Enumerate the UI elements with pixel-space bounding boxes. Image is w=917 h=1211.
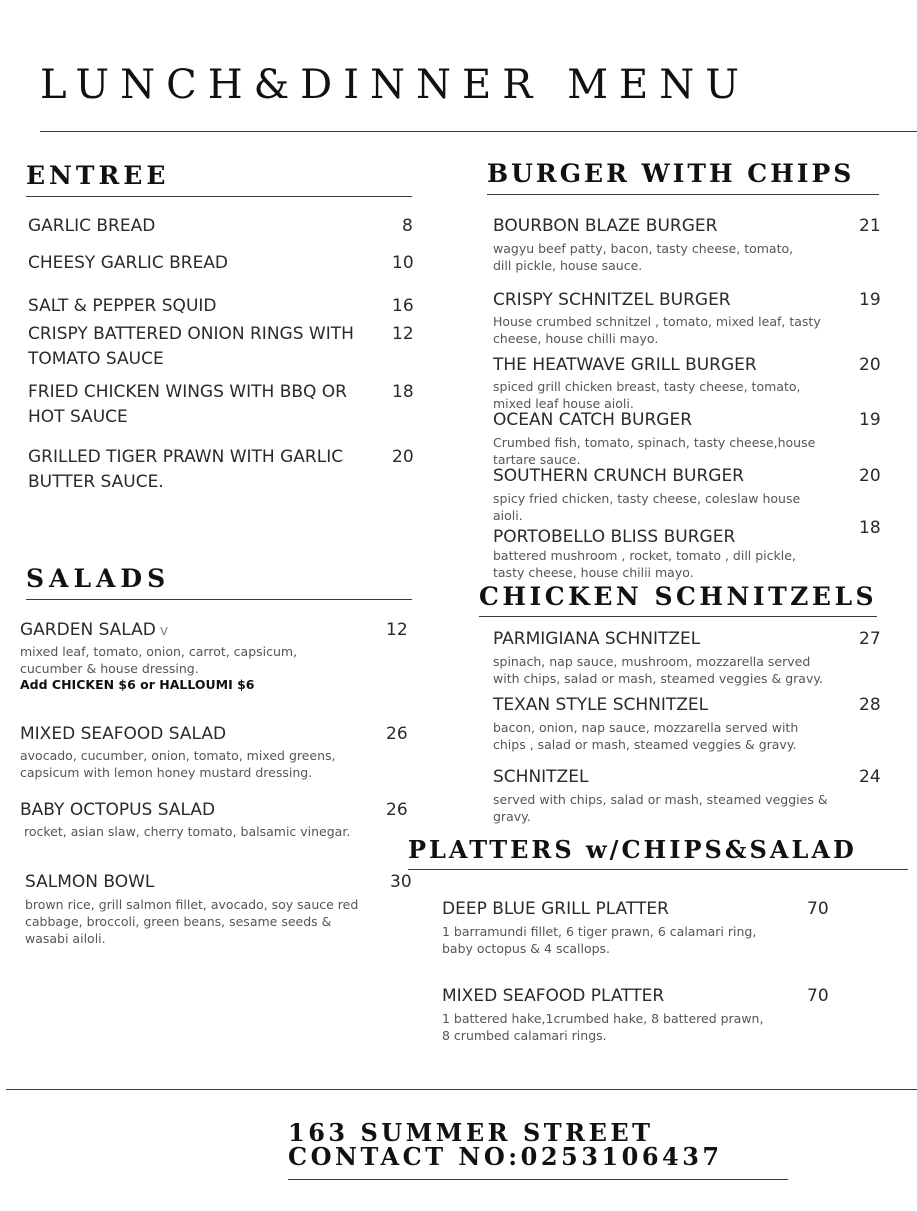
salads-divider (26, 599, 412, 600)
entree-item-price: 10 (392, 253, 414, 273)
salad-item-name (20, 620, 168, 640)
salad-item-desc: mixed leaf, tomato, onion, carrot, capsicum, cucumber & house dressing. (20, 644, 298, 676)
platter-item-price: 70 (807, 899, 829, 919)
schnitzel-item-desc: spinach, nap sauce, mushroom, mozzarella served with chips, salad or mash, steamed veggies & gravy. (493, 654, 823, 686)
burger-item-price: 19 (859, 410, 881, 430)
burger-item-price: 19 (859, 290, 881, 310)
entree-heading: ENTREE (26, 161, 170, 190)
entree-item-name: CRISPY BATTERED ONION RINGS WITH TOMATO SAUCE (28, 324, 354, 369)
platter-item-name: DEEP BLUE GRILL PLATTER (442, 899, 669, 919)
schnitzel-item-price: 27 (859, 629, 881, 649)
burger-item-price: 20 (859, 355, 881, 375)
entree-item-name: GARLIC BREAD (28, 216, 156, 236)
menu-title: LUNCH&DINNER MENU (40, 62, 750, 108)
burger-item-desc: wagyu beef patty, bacon, tasty cheese, tomato, dill pickle, house sauce. (493, 241, 794, 273)
schnitzel-item-name: PARMIGIANA SCHNITZEL (493, 629, 701, 649)
salad-item-price: 26 (386, 724, 408, 744)
burger-item-price: 21 (859, 216, 881, 236)
burger-item-name: PORTOBELLO BLISS BURGER (493, 527, 736, 547)
salad-item-desc: avocado, cucumber, onion, tomato, mixed greens, capsicum with lemon honey mustard dressing. (20, 748, 336, 780)
burger-item-name: THE HEATWAVE GRILL BURGER (493, 355, 757, 375)
schnitzel-item-price: 24 (859, 767, 881, 787)
title-divider (40, 131, 917, 132)
salad-name-text: GARDEN SALAD (20, 620, 156, 640)
entree-item-price: 20 (392, 447, 414, 467)
platter-item-desc: 1 battered hake,1crumbed hake, 8 battered prawn, 8 crumbed calamari rings. (442, 1011, 764, 1043)
burger-item-name: SOUTHERN CRUNCH BURGER (493, 466, 744, 486)
burger-item-desc: battered mushroom , rocket, tomato , dill pickle, tasty cheese, house chilii mayo. (493, 548, 796, 580)
schnitzel-item-name: TEXAN STYLE SCHNITZEL (493, 695, 709, 715)
burgers-heading: BURGER WITH CHIPS (487, 159, 855, 188)
platter-item-name: MIXED SEAFOOD PLATTER (442, 986, 665, 1006)
platters-divider (408, 869, 908, 870)
burger-item-price: 18 (859, 518, 881, 538)
entree-item-name: CHEESY GARLIC BREAD (28, 253, 229, 273)
burger-item-desc: spicy fried chicken, tasty cheese, coleslaw house aioli. (493, 491, 801, 523)
platters-heading: PLATTERS w/CHIPS&SALAD (408, 835, 857, 864)
burger-item-name: OCEAN CATCH BURGER (493, 410, 693, 430)
entree-divider (26, 196, 412, 197)
salad-item-name: BABY OCTOPUS SALAD (20, 800, 216, 820)
schnitzel-item-name: SCHNITZEL (493, 767, 589, 787)
schnitzel-item-price: 28 (859, 695, 881, 715)
vegetarian-mark: v (159, 623, 169, 639)
burger-item-price: 20 (859, 466, 881, 486)
footer-underline (288, 1179, 788, 1180)
entree-item-name: SALT & PEPPER SQUID (28, 296, 217, 316)
entree-item-price: 8 (402, 216, 413, 236)
platter-item-desc: 1 barramundi fillet, 6 tiger prawn, 6 calamari ring, baby octopus & 4 scallops. (442, 924, 757, 956)
schnitzels-heading: CHICKEN SCHNITZELS (479, 582, 878, 611)
schnitzels-divider (479, 616, 877, 617)
burger-item-name: CRISPY SCHNITZEL BURGER (493, 290, 731, 310)
salad-item-price: 12 (386, 620, 408, 640)
platter-item-price: 70 (807, 986, 829, 1006)
salad-addon: Add CHICKEN $6 or HALLOUMI $6 (20, 677, 255, 692)
entree-item-name: FRIED CHICKEN WINGS WITH BBQ OR HOT SAUCE (28, 382, 347, 427)
contact-number: CONTACT NO:0253106437 (288, 1142, 723, 1171)
entree-item-name: GRILLED TIGER PRAWN WITH GARLIC BUTTER SAUCE. (28, 447, 344, 492)
salad-item-name: SALMON BOWL (25, 872, 155, 892)
burgers-divider (487, 194, 879, 195)
schnitzel-item-desc: bacon, onion, nap sauce, mozzarella served with chips , salad or mash, steamed veggies & gravy. (493, 720, 799, 752)
entree-item-price: 16 (392, 296, 414, 316)
salads-heading: SALADS (26, 564, 171, 593)
salad-item-price: 30 (390, 872, 412, 892)
entree-item-price: 18 (392, 382, 414, 402)
salad-item-price: 26 (386, 800, 408, 820)
burger-item-name: BOURBON BLAZE BURGER (493, 216, 718, 236)
burger-item-desc: House crumbed schnitzel , tomato, mixed leaf, tasty cheese, house chilli mayo. (493, 314, 821, 346)
salad-item-desc: rocket, asian slaw, cherry tomato, balsamic vinegar. (24, 824, 351, 839)
burger-item-desc: Crumbed fish, tomato, spinach, tasty cheese,house tartare sauce. (493, 435, 816, 467)
salad-item-name: MIXED SEAFOOD SALAD (20, 724, 227, 744)
footer-divider (6, 1089, 917, 1090)
address: 163 SUMMER STREET (288, 1118, 654, 1147)
salad-item-desc: brown rice, grill salmon fillet, avocado, soy sauce red cabbage, broccoli, green beans, sesame seeds & wasabi ailoli. (25, 897, 359, 946)
burger-item-desc: spiced grill chicken breast, tasty cheese, tomato, mixed leaf house aioli. (493, 379, 801, 411)
schnitzel-item-desc: served with chips, salad or mash, steamed veggies & gravy. (493, 792, 828, 824)
entree-item-price: 12 (392, 324, 414, 344)
